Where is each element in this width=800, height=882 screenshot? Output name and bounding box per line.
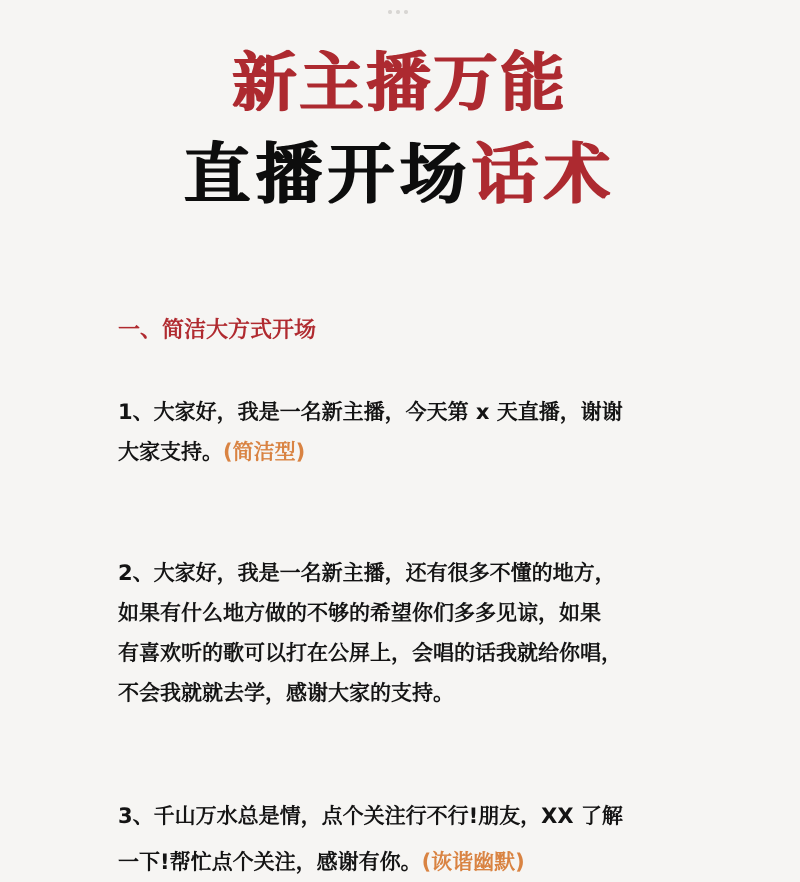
script-item-1-note: (简洁型): [223, 440, 306, 464]
title-line-2-black: 直播开场: [184, 136, 472, 213]
script-item-1-line-2-text: 大家支持。: [118, 440, 223, 464]
script-item-3-line-1: 3、千山万水总是情，点个关注行不行!朋友，XX 了解: [118, 804, 623, 828]
script-item-2-line-2: 如果有什么地方做的不够的希望你们多多见谅，如果: [118, 601, 601, 625]
script-item-3-line-2-text: 一下!帮忙点个关注，感谢有你。: [118, 850, 422, 874]
dot: [396, 10, 400, 14]
script-item-3-note: (诙谐幽默): [421, 850, 525, 874]
page-indicator-dots: [388, 10, 410, 16]
section-heading: 一、简洁大方式开场: [118, 318, 317, 343]
script-item-1: [118, 392, 698, 472]
dot: [404, 10, 408, 14]
bottom-fade: [0, 838, 800, 848]
script-item-2-line-4: 不会我就就去学，感谢大家的支持。: [118, 681, 454, 705]
title-line-1: 新主播万能: [232, 47, 568, 121]
title-line-2: [0, 130, 800, 220]
script-item-1-line-2: [118, 432, 698, 472]
script-item-3-line-2: [118, 842, 698, 882]
script-item-2-line-1: 2、大家好，我是一名新主播，还有很多不懂的地方，: [118, 561, 616, 585]
script-item-2-line-3: 有喜欢听的歌可以打在公屏上，会唱的话我就给你唱，: [118, 641, 622, 665]
script-item-1-line-1: 1、大家好，我是一名新主播，今天第 x 天直播，谢谢: [118, 400, 623, 424]
script-item-2: [118, 553, 698, 713]
dot: [388, 10, 392, 14]
title-line-2-red: 话术: [472, 136, 616, 213]
